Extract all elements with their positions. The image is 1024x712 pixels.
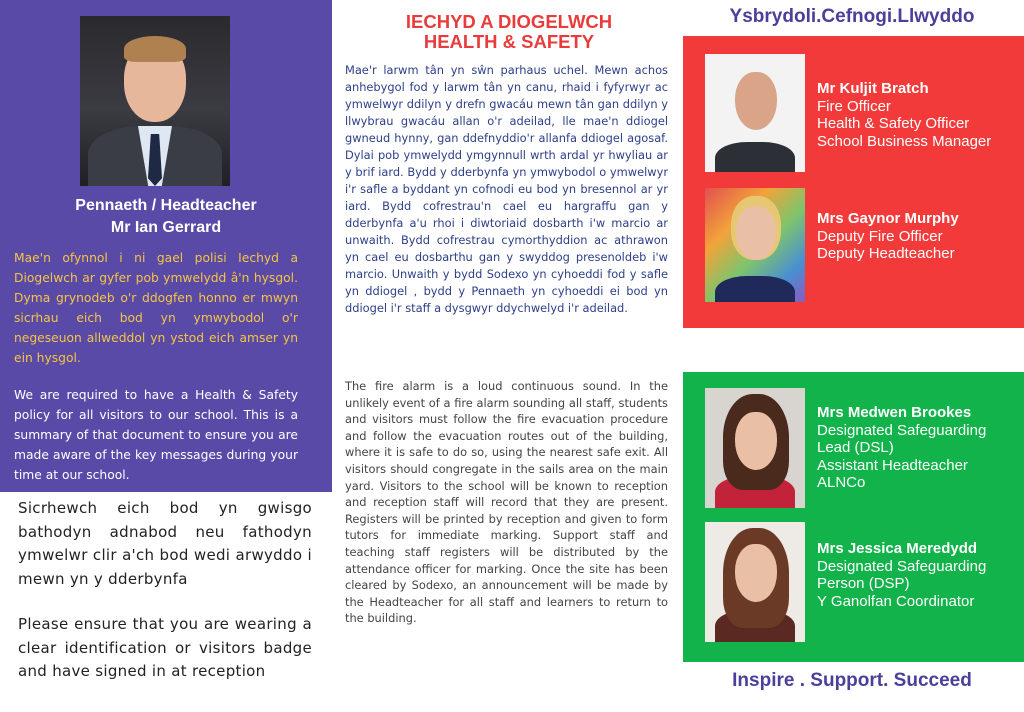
staff-name: Mrs Gaynor Murphy	[817, 210, 959, 227]
staff-photo-murphy	[705, 188, 805, 302]
staff-photo-bratch	[705, 54, 805, 172]
badge-notice-english: Please ensure that you are wearing a clear identification or visitors badge and have signed in at reception	[18, 615, 312, 680]
headteacher-photo	[80, 16, 230, 186]
staff-role: Fire Officer	[817, 97, 891, 115]
headteacher-panel	[0, 0, 332, 492]
staff-role: Health & Safety Officer	[817, 115, 970, 132]
headteacher-role: Pennaeth / Headteacher	[75, 197, 257, 214]
staff-name: Mr Kuljit Bratch	[817, 80, 929, 97]
headteacher-name: Mr Ian Gerrard	[110, 219, 222, 236]
english-intro-text: We are required to have a Health & Safety policy for all visitors to our school. This is a summary of that document to ensure you are made aware of the key messages during your time at our school.	[14, 388, 298, 482]
badge-notice-welsh: Sicrhewch eich bod yn gwisgo bathodyn adnabod neu fathodyn ymwelwr clir a'ch bod wedi arwyddo i mewn yn y dderbynfa	[18, 499, 312, 588]
staff-name: Mrs Medwen Brookes	[817, 404, 972, 421]
staff-role: ALNCo	[817, 474, 866, 491]
staff-role: Deputy Headteacher	[817, 245, 955, 262]
staff-role: Assistant Headteacher	[817, 456, 968, 474]
staff-photo-meredydd	[705, 522, 805, 642]
staff-role: Designated Safeguarding	[817, 557, 987, 575]
staff-info-murphy	[817, 210, 959, 263]
staff-role: Person (DSP)	[817, 575, 910, 592]
staff-name: Mrs Jessica Meredydd	[817, 540, 978, 557]
health-safety-title	[340, 12, 678, 52]
fire-officers-panel	[683, 36, 1024, 328]
title-english: HEALTH & SAFETY	[423, 31, 595, 52]
staff-role: School Business Manager	[817, 132, 992, 150]
staff-info-brookes	[817, 404, 986, 492]
staff-photo-brookes	[705, 388, 805, 508]
motto-welsh: Ysbrydoli.Cefnogi.Llwyddo	[729, 6, 975, 27]
motto-english: Inspire . Support. Succeed	[732, 670, 972, 691]
title-welsh: IECHYD A DIOGELWCH	[405, 11, 613, 32]
staff-info-meredydd	[817, 540, 986, 610]
staff-role: Deputy Fire Officer	[817, 227, 943, 245]
fire-procedure-welsh: Mae'r larwm tân yn sŵn parhaus uchel. Mewn achos anhebygol fod y larwm tân yn canu, rhaid i fyfyrwyr ac ymwelwyr ddilyn y drefn gwacáu mewn tân gan ddilyn y llwybrau gwacáu allan o'r adeilad, lle mae'n ddiogel gwneud hynny, gan ddefnyddio'r allanfa ddiogel agosaf. Dylai pob ymwelydd ymgynnull wrth ardal yr hwyliau ar y brif iard. Bydd y dderbynfa yn ymwybodol o ymwelwyr i'r safle a byddant yn cofnodi eu bod yn bresennol ar yr iard. Bydd cofrestrau'n cael eu hargraffu gan y dderbynfa a'u rhoi i diwtoriaid dosbarth i'w marcio ar unwaith. Bydd cofrestrau cymorthyddion ac athrawon yn cael eu dosbarthu gan y swyddog presenoldeb i'w marcio. Unwaith y bydd Sodexo yn cyhoeddi fod y safle yn ddiogel , bydd y Pennaeth yn cyhoeddi ei bod yn ddiogel i'r staff a dysgwyr ddychwelyd i'r adeilad.	[345, 63, 668, 315]
staff-role: Lead (DSL)	[817, 439, 894, 456]
fire-procedure-english: The fire alarm is a loud continuous sound. In the unlikely event of a fire alarm sounding all staff, students and visitors must follow the fire evacuation procedure and follow the evacuation routes out of the building, where it is safe to do so, using the nearest safe exit. All visitors should congregate in the sails area on the main yard. Visitors to the school will be known to reception and reception staff will record that they are present. Registers will be printed by reception and given to form tutors for immediate marking. Support staff and teaching staff registers will be distributed by the attendance officer for marking. Once the site has been cleared by Sodexo, an announcement will be made by the Headteacher for all staff and learners to return to the building.	[345, 379, 668, 626]
welsh-intro-text: Mae'n ofynnol i ni gael polisi Iechyd a Diogelwch ar gyfer pob ymwelydd â'n hysgol. Dyma grynodeb o'r ddogfen honno er mwyn sicrhau eich bod yn ymwybodol o'r negeseuon allweddol yn ystod eich amser yn ein hysgol.	[14, 251, 298, 365]
staff-role: Designated Safeguarding	[817, 421, 987, 439]
safeguarding-panel	[683, 372, 1024, 662]
staff-role: Y Ganolfan Coordinator	[817, 592, 975, 610]
staff-info-bratch	[817, 80, 991, 150]
